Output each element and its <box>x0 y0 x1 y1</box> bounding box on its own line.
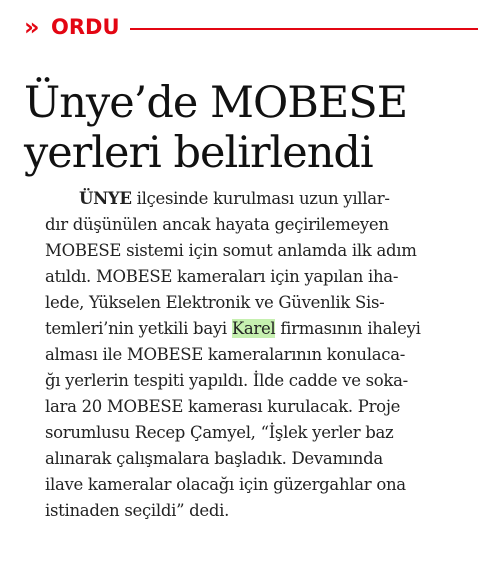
headline-line-2: yerleri belirlendi <box>24 128 373 178</box>
body-line-9: lara 20 MOBESE kamerası kurulacak. Proje <box>45 397 401 416</box>
section-header <box>24 14 478 40</box>
section-rule <box>130 28 478 30</box>
highlighted-text: Karel <box>231 319 276 338</box>
section-label: ORDU <box>51 15 120 39</box>
chevron-right-icon: » <box>24 13 37 41</box>
article-headline <box>24 78 484 178</box>
body-line-8: ğı yerlerin tespiti yapıldı. İlde cadde ve soka- <box>45 371 408 390</box>
body-line-1 <box>45 186 465 212</box>
body-line-1-text: ilçesinde kurulması uzun yıllar- <box>131 189 390 208</box>
headline-line-1: Ünye’de MOBESE <box>24 78 408 128</box>
body-line-2: dır düşünülen ancak hayata geçirilemeyen <box>45 215 389 234</box>
article-body <box>45 186 465 524</box>
body-line-6 <box>45 316 465 342</box>
body-line-4: atıldı. MOBESE kameraları için yapılan iha- <box>45 267 399 286</box>
body-line-12: ilave kameralar olacağı için güzergahlar ona <box>45 475 406 494</box>
body-line-13: istinaden seçildi” dedi. <box>45 501 230 520</box>
body-line-6-before: temleri’nin yetkili bayi <box>45 319 232 338</box>
body-line-10: sorumlusu Recep Çamyel, “İşlek yerler baz <box>45 423 394 442</box>
body-line-5: lede, Yükselen Elektronik ve Güvenlik Sis- <box>45 293 385 312</box>
body-line-6-after: firmasının ihaleyi <box>275 319 421 338</box>
lead-word: ÜNYE <box>79 189 132 208</box>
body-line-11: alınarak çalışmalara başladık. Devamında <box>45 449 383 468</box>
body-line-7: alması ile MOBESE kameralarının konulaca- <box>45 345 406 364</box>
body-line-3: MOBESE sistemi için somut anlamda ilk adım <box>45 241 417 260</box>
